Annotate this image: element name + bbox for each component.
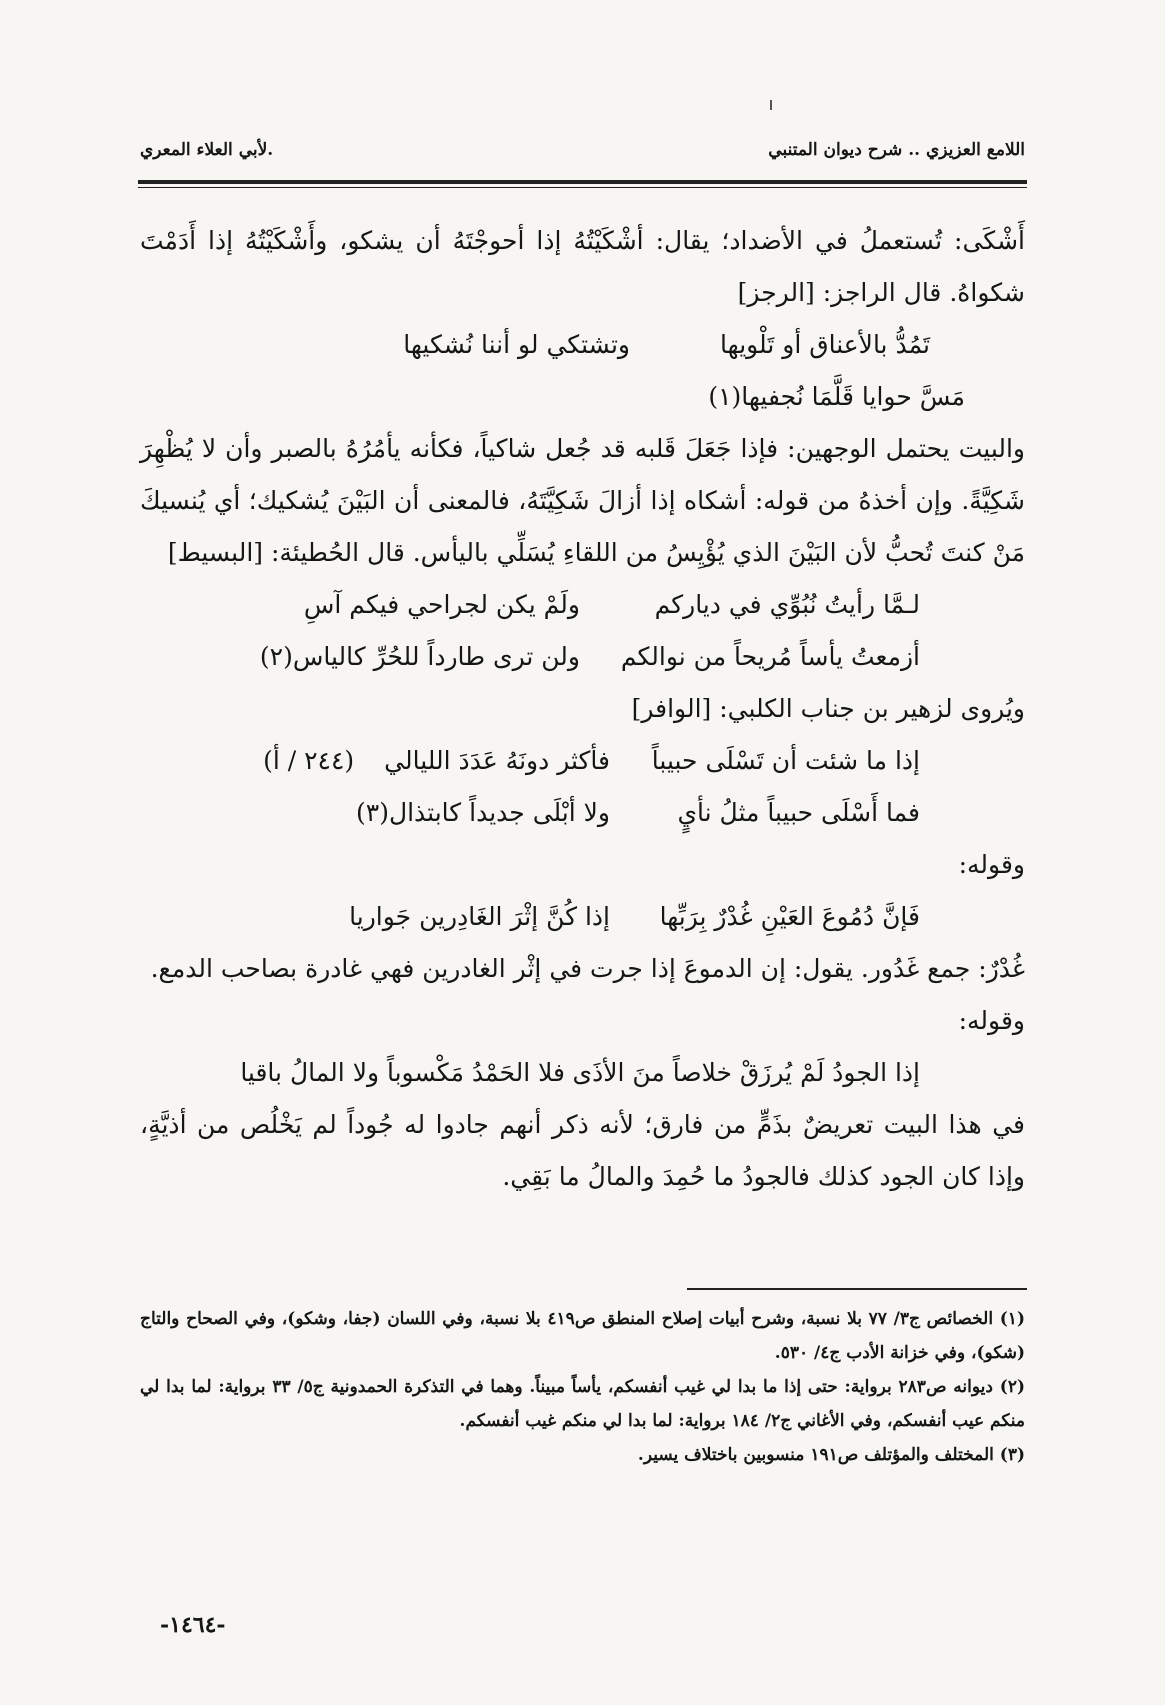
paragraph: وقوله: bbox=[958, 1006, 1025, 1035]
verse-hemistich: لـمَّا رأيتُ نُبُوِّي في دياركم bbox=[654, 590, 920, 619]
header-rule bbox=[138, 180, 1027, 184]
paragraph: في هذا البيت تعريضٌ بذَمٍّ من فارق؛ لأنه ذكر أنهم جادوا له جُوداً لم يَخْلُص من أذيَّةٍ، وإذا كان الجود كذلك فالجودُ ما حُمِدَ والمالُ ما بَقِي. bbox=[140, 1110, 1025, 1191]
main-text bbox=[140, 215, 1025, 1203]
verse-line bbox=[140, 579, 1025, 631]
header-book-title: اللامع العزيزي .. شرح ديوان المتنبي bbox=[768, 140, 1025, 160]
footnote: (٣) المختلف والمؤتلف ص١٩١ منسوبين باختلاف يسير. bbox=[637, 1445, 1025, 1465]
paragraph: والبيت يحتمل الوجهين: فإذا جَعَلَ قَلبه قد جُعل شاكياً، فكأنه يأمُرُهُ بالصبر وأن لا يُظْهِرَ شَكِيَّةً. وإن أخذهُ من قوله: أشكاه إذا أزالَ شَكِيَّتَهُ، فالمعنى أن البَيْنَ يُشكيك؛ أي يُنسيكَ مَنْ كنتَ تُحبُّ لأن البَيْنَ الذي يُؤْيِسُ من اللقاءِ يُسَلِّي باليأس. قال الحُطيئة: [البسيط] bbox=[140, 434, 1025, 567]
verse-hemistich: فلا الحَمْدُ مَكْسوباً ولا المالُ باقيا bbox=[240, 1058, 565, 1087]
verse-line bbox=[140, 787, 1025, 839]
verse-hemistich: إذا كُنَّ إثْرَ الغَادِرين جَواريا bbox=[349, 902, 610, 931]
paragraph: غُدْرٌ: جمع غَدُور. يقول: إن الدموعَ إذا جرت في إثْر الغادرين فهي غادرة بصاحب الدمع. bbox=[150, 954, 1025, 983]
verse-hemistich: تَمُدُّ بالأعناق أو تَلْويها bbox=[720, 330, 930, 359]
paragraph: ويُروى لزهير بن جناب الكلبي: [الوافر] bbox=[631, 694, 1025, 723]
verse-line bbox=[140, 891, 1025, 943]
verse-hemistich: أزمعتُ يأساً مُريحاً من نوالكم bbox=[620, 642, 920, 671]
footnote: (١) الخصائص ج٣/ ٧٧ بلا نسبة، وشرح أبيات إصلاح المنطق ص٤١٩ بلا نسبة، وفي اللسان (جفا، وشكو)، وفي الصحاح والتاج (شكو)، وفي خزانة الأدب ج٤/ ٥٣٠. bbox=[140, 1309, 1025, 1363]
ink-mark bbox=[770, 100, 772, 110]
header-rule-thin bbox=[138, 187, 1027, 188]
verse-hemistich: ولا أبْلَى جديداً كابتذال(٣) bbox=[355, 798, 610, 827]
verse-hemistich: مَسَّ حوايا قَلَّمَا نُجفيها(١) bbox=[708, 382, 965, 411]
verse-hemistich: ولن ترى طارداً للحُرِّ كالياس(٢) bbox=[259, 642, 580, 671]
verse-hemistich: فَإنَّ دُمُوعَ العَيْنِ غُدْرٌ بِرَبِّها bbox=[659, 902, 920, 931]
verse-line bbox=[140, 371, 1025, 423]
footnotes bbox=[140, 1302, 1025, 1472]
running-header bbox=[140, 132, 1025, 166]
verse-hemistich: إذا ما شئت أن تَسْلَى حبيباً bbox=[651, 746, 920, 775]
verse-hemistich: إذا الجودُ لَمْ يُرزَقْ خلاصاً منَ الأذَى bbox=[572, 1058, 920, 1087]
verse-line bbox=[140, 631, 1025, 683]
verse-line bbox=[140, 319, 1025, 371]
paragraph: وقوله: bbox=[958, 850, 1025, 879]
manuscript-folio-mark: (٢٤٤ / أ) bbox=[263, 746, 355, 775]
footnote-rule bbox=[687, 1288, 1027, 1290]
verse-hemistich: ولَمْ يكن لجراحي فيكم آسِ bbox=[303, 590, 580, 619]
verse-hemistich: فما أَسْلَى حبيباً مثلُ نأيٍ bbox=[677, 798, 920, 827]
verse-hemistich: فأكثر دونَهُ عَدَدَ الليالي bbox=[384, 746, 610, 775]
header-author: .لأبي العلاء المعري bbox=[140, 140, 274, 160]
page-number: -١٤٦٤- bbox=[160, 1612, 226, 1638]
paragraph: أَشْكَى: تُستعملُ في الأضداد؛ يقال: أشْكَيْتُهُ إذا أحوجْتَهُ أن يشكو، وأَشْكَيْتُهُ إذا أَدَمْتَ شكواهُ. قال الراجز: [الرجز] bbox=[140, 226, 1025, 307]
verse-line bbox=[140, 1047, 1025, 1099]
verse-line bbox=[140, 735, 1025, 787]
footnote: (٢) ديوانه ص٢٨٣ برواية: حتى إذا ما بدا لي غيب أنفسكم، يأساً مبيناً. وهما في التذكرة الحمدونية ج٥/ ٣٣ برواية: لما بدا لي منكم عيب أنفسكم، وفي الأغاني ج٢/ ١٨٤ برواية: لما بدا لي منكم غيب أنفسكم. bbox=[140, 1377, 1025, 1431]
verse-hemistich: وتشتكي لو أننا نُشكيها bbox=[403, 330, 630, 359]
